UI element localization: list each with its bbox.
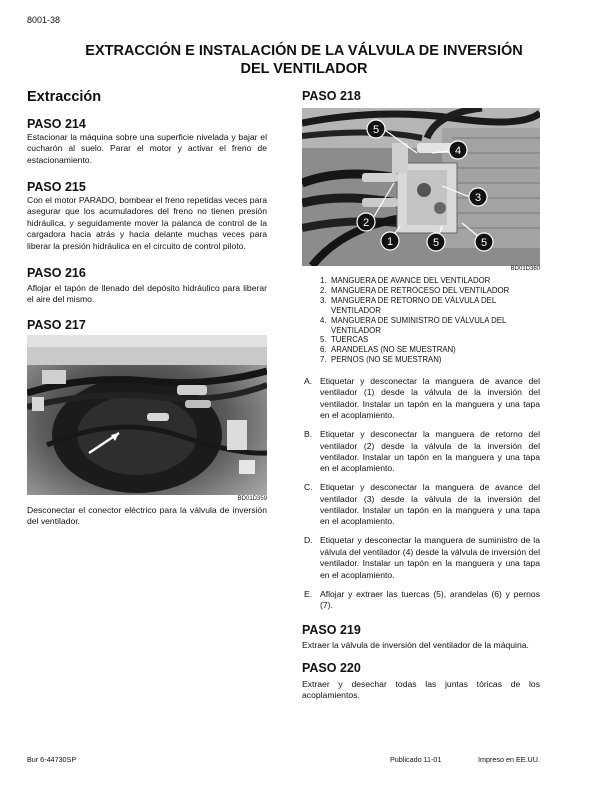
- step-216-heading: PASO 216: [27, 266, 86, 280]
- section-heading: Extracción: [27, 89, 102, 105]
- step-220-text: Extraer y desechar todas las juntas tóricas de los acoplamientos.: [302, 679, 540, 701]
- legend-item: [302, 286, 540, 296]
- legend-number: 6.: [320, 345, 327, 355]
- legend-list: [302, 276, 540, 365]
- callout-2: [357, 213, 375, 231]
- legend-text: MANGUERA DE SUMINISTRO DE VÁLVULA DEL VENTILADOR: [331, 315, 507, 335]
- step-218-figure-code: BD01D360: [510, 266, 540, 272]
- callout-4: [449, 141, 467, 159]
- legend-item: [302, 276, 540, 286]
- instruction-text: Etiquetar y desconectar la manguera de avance del ventilador (3) desde la válvula de la inversión del ventilador. Instalar un tapón en la manguera y una tapa en el acoplamiento.: [320, 482, 540, 527]
- callout-3: [469, 188, 487, 206]
- svg-text:1: 1: [386, 236, 394, 248]
- legend-item: [302, 335, 540, 345]
- callout-1: [381, 232, 399, 250]
- legend-text: TUERCAS: [331, 335, 369, 345]
- legend-number: 4.: [320, 315, 327, 325]
- page-title: [20, 42, 588, 78]
- legend-text: MANGUERA DE RETORNO DE VÁLVULA DEL VENTILADOR: [331, 295, 496, 315]
- svg-text:5: 5: [432, 237, 440, 249]
- legend-text: ARANDELAS (NO SE MUESTRAN): [331, 345, 456, 355]
- svg-text:5: 5: [480, 237, 488, 249]
- callout-5-bottom-right: [475, 233, 493, 251]
- instruction-text: Etiquetar y desconectar la manguera de avance del ventilador (1) desde la válvula de la inversión del ventilador. Instalar un tapón en la manguera y una tapa en el acoplamiento.: [320, 376, 540, 421]
- legend-item: [302, 355, 540, 365]
- step-216-text: Aflojar el tapón de llenado del depósito hidráulico para liberar el aire del mismo.: [27, 283, 267, 305]
- instruction-letter: C.: [304, 482, 313, 493]
- legend-number: 5.: [320, 335, 327, 345]
- step-218-photo: [302, 108, 540, 266]
- legend-number: 7.: [320, 355, 327, 365]
- step-220-heading: PASO 220: [302, 661, 361, 675]
- footer-printed: Impreso en EE.UU.: [478, 755, 540, 764]
- instruction-letter: A.: [304, 376, 313, 386]
- instruction-list: [302, 376, 540, 611]
- step-218-legend: [302, 276, 540, 365]
- step-219-heading: PASO 219: [302, 623, 361, 637]
- instruction-text: Aflojar y extraer las tuercas (5), arandelas (6) y pernos (7).: [320, 588, 540, 610]
- legend-number: 2.: [320, 285, 327, 295]
- instruction-item: [302, 589, 540, 612]
- instruction-item: [302, 376, 540, 422]
- page-title-line1: EXTRACCIÓN E INSTALACIÓN DE LA VÁLVULA DE INVERSIÓN: [85, 43, 523, 59]
- footer-doc-id: Bur 6-44730SP: [27, 755, 77, 764]
- svg-text:4: 4: [454, 145, 462, 157]
- step-217-photo: [27, 335, 267, 495]
- instruction-item: [302, 535, 540, 581]
- instruction-letter: B.: [304, 429, 313, 440]
- instruction-letter: E.: [304, 588, 313, 599]
- legend-number: 3.: [320, 295, 327, 305]
- step-214-text: Estacionar la máquina sobre una superficie nivelada y bajar el cucharón al suelo. Parar el motor y activar el freno de estacionamiento.: [27, 132, 267, 165]
- page-title-line2: DEL VENTILADOR: [240, 61, 368, 77]
- step-217-figure-code: BD01D359: [237, 496, 267, 502]
- instruction-item: [302, 429, 540, 475]
- legend-item: [302, 316, 540, 336]
- instruction-letter: D.: [304, 535, 313, 546]
- step-219-text: Extraer la válvula de inversión del ventilador de la máquina.: [302, 640, 529, 650]
- instruction-text: Etiquetar y desconectar la manguera de suministro de la válvula del ventilador (4) desde la válvula de inversión del ventilador. Instalar un tapón en la manguera y una tapa en el acoplamiento.: [320, 535, 540, 580]
- svg-text:5: 5: [372, 124, 380, 136]
- callout-5-bottom-mid: [427, 233, 445, 251]
- legend-number: 1.: [320, 276, 327, 285]
- legend-text: MANGUERA DE AVANCE DEL VENTILADOR: [331, 276, 491, 285]
- callout-5-top: [367, 120, 385, 138]
- step-215-heading: PASO 215: [27, 180, 86, 194]
- step-217-text: Desconectar el conector eléctrico para la válvula de inversión del ventilador.: [27, 505, 267, 527]
- step-218-heading: PASO 218: [302, 89, 361, 103]
- legend-text: PERNOS (NO SE MUESTRAN): [331, 355, 442, 365]
- instruction-item: [302, 482, 540, 528]
- legend-item: [302, 296, 540, 316]
- step-218-instructions: [302, 376, 540, 619]
- svg-text:3: 3: [474, 192, 482, 204]
- step-215-text: Con el motor PARADO, bombear el freno repetidas veces para asegurar que los acumuladores del freno no tienen presión hidráulica, y seguidamente mover la palanca de control de la cargadora hacia atrás y hacia delante muchas veces para liberar la presión hidráulica en el circuito de control piloto.: [27, 195, 267, 251]
- instruction-text: Etiquetar y desconectar la manguera de retorno del ventilador (2) desde la válvula de la inversión del ventilador. Instalar un tapón en la manguera y una tapa en el acoplamiento.: [320, 429, 540, 474]
- page-id: 8001-38: [27, 15, 61, 25]
- legend-text: MANGUERA DE RETROCESO DEL VENTILADOR: [331, 285, 510, 295]
- step-217-heading: PASO 217: [27, 318, 86, 332]
- footer-published: Publicado 11-01: [390, 755, 442, 764]
- legend-item: [302, 345, 540, 355]
- svg-text:2: 2: [362, 217, 370, 229]
- step-214-heading: PASO 214: [27, 117, 86, 131]
